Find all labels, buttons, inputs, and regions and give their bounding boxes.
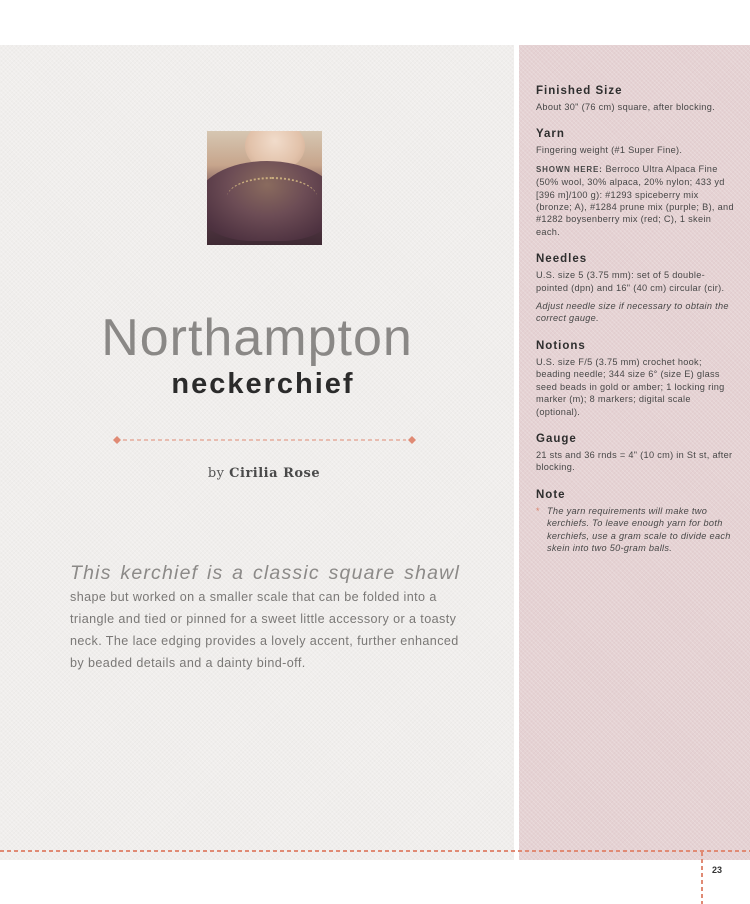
- note-list: [536, 505, 736, 555]
- pattern-title: Northampton: [101, 309, 413, 367]
- note-item: [536, 505, 736, 555]
- note-bullet: *: [536, 505, 540, 516]
- intro-lead: This kerchief is a classic square shawl: [70, 562, 460, 584]
- intro-body: shape but worked on a smaller scale that can be folded into a triangle and tied or pinned for a sweet little accessory or a toasty neck. The lace edging provides a lovely accent, further enhanced by beaded details and a dainty bind-off.: [70, 590, 459, 670]
- shown-here-label: SHOWN HERE:: [536, 164, 603, 174]
- notions-section: [536, 340, 736, 418]
- needles-note: Adjust needle size if necessary to obtain the correct gauge.: [536, 301, 729, 324]
- footer-vertical-rule: [701, 852, 703, 904]
- pattern-subtitle: neckerchief: [171, 368, 355, 400]
- finished-size-section: [536, 85, 736, 113]
- notions-heading: Notions: [536, 339, 586, 352]
- gauge-section: [536, 433, 736, 474]
- divider-left-diamond: [113, 436, 121, 444]
- yarn-heading: Yarn: [536, 128, 565, 141]
- title-divider: [113, 436, 416, 444]
- needles-text: U.S. size 5 (3.75 mm): set of 5 double-pointed (dpn) and 16" (40 cm) circular (cir).: [536, 270, 725, 293]
- neckerchief-photo: [207, 131, 322, 245]
- note-heading: Note: [536, 488, 566, 501]
- finished-size-heading: Finished Size: [536, 85, 623, 97]
- gauge-heading: Gauge: [536, 432, 577, 445]
- finished-size-text: About 30" (76 cm) square, after blocking.: [536, 102, 715, 112]
- note-section: [536, 489, 736, 555]
- author-name: Cirilia Rose: [229, 466, 321, 481]
- yarn-shown-here: [536, 163, 736, 238]
- notions-text: U.S. size F/5 (3.75 mm) crochet hook; beading needle; 344 size 6° (size E) glass seed beads in gold or amber; 1 locking ring marker (m); 8 markers; digital scale (optional).: [536, 356, 725, 417]
- page-number: 23: [712, 865, 723, 875]
- needles-section: [536, 253, 736, 325]
- shown-here-text: Berroco Ultra Alpaca Fine (50% wool, 30% alpaca, 20% nylon; 433 yd [396 m]/100 g): #1293 spiceberry mix (bronze; A), #1284 prune mix (purple; B), and #1282 boysenberry mix (red; C), 1 skein each.: [536, 163, 734, 237]
- intro-paragraph: [70, 560, 460, 674]
- gauge-text: 21 sts and 36 rnds = 4" (10 cm) in St st, after blocking.: [536, 449, 733, 473]
- photo-bead-edge: [227, 177, 317, 217]
- byline-prefix: by: [207, 466, 225, 481]
- yarn-text: Fingering weight (#1 Super Fine).: [536, 145, 683, 156]
- note-item-text: The yarn requirements will make two kerchiefs. To leave enough yarn for both kerchiefs, use a gram scale to divide each skein into two 50-gram balls.: [547, 505, 731, 553]
- yarn-section: [536, 128, 736, 238]
- divider-right-diamond: [408, 436, 416, 444]
- byline: [0, 466, 528, 481]
- footer-dashed-rule: [0, 850, 750, 852]
- needles-heading: Needles: [536, 253, 588, 266]
- materials-sidebar: [536, 85, 736, 569]
